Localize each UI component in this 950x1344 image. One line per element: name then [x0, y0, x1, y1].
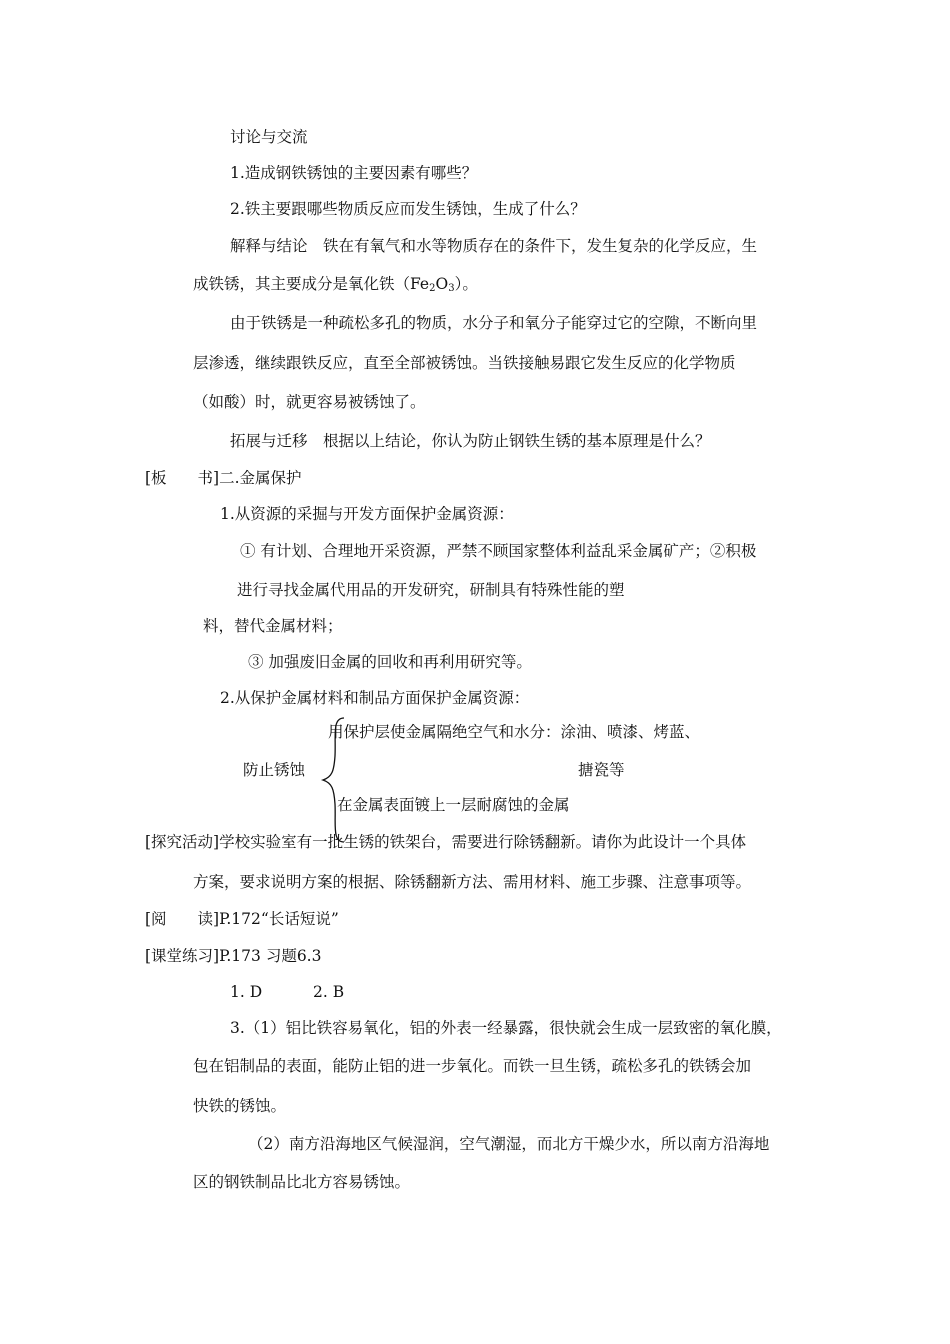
explanation-text: ）。 — [454, 275, 478, 293]
exercise-answer-1: 1. D — [230, 983, 263, 1001]
subscript: 3 — [448, 283, 455, 294]
inquiry-line-1: [探究活动]学校实验室有一批生锈的铁架台，需要进行除锈翻新。请你为此设计一个具体 — [145, 833, 747, 851]
explanation-text: 成铁锈，其主要成分是氧化铁（Fe — [193, 275, 430, 293]
porous-line-3: （如酸）时，就更容易被锈蚀了。 — [193, 393, 426, 411]
explanation-line-1: 解释与结论 铁在有氧气和水等物质存在的条件下，发生复杂的化学反应，生 — [230, 237, 758, 255]
rust-prevention-branch-2: 在金属表面镀上一层耐腐蚀的金属 — [337, 796, 570, 814]
discussion-question-2: 2.铁主要跟哪些物质反应而发生锈蚀，生成了什么？ — [230, 200, 586, 218]
board-item-2: 2.从保护金属材料和制品方面保护金属资源： — [220, 689, 530, 707]
porous-line-1: 由于铁锈是一种疏松多孔的物质，水分子和氧分子能穿过它的空隙，不断向里 — [230, 314, 758, 332]
exercise-answer-3-line-2: 包在铝制品的表面，能防止铝的进一步氧化。而铁一旦生锈，疏松多孔的铁锈会加 — [193, 1057, 752, 1075]
discussion-question-1: 1.造成钢铁锈蚀的主要因素有哪些？ — [230, 164, 478, 182]
porous-line-2: 层渗透，继续跟铁反应，直至全部被锈蚀。当铁接触易跟它发生反应的化学物质 — [193, 354, 736, 372]
discussion-heading: 讨论与交流 — [230, 128, 308, 146]
board-item-1-line-2: 进行寻找金属代用品的开发研究，研制具有特殊性能的塑 — [237, 581, 625, 599]
exercise-answer-2: 2. B — [313, 983, 345, 1001]
board-item-1-line-4: ③ 加强废旧金属的回收和再利用研究等。 — [248, 653, 532, 671]
exercise-answer-3-part-2-line-2: 区的钢铁制品比北方容易锈蚀。 — [193, 1173, 411, 1191]
exercise-answer-3-line-3: 快铁的锈蚀。 — [193, 1097, 287, 1115]
inquiry-line-2: 方案，要求说明方案的根据、除锈翻新方法、需用材料、施工步骤、注意事项等。 — [193, 873, 752, 891]
exercise-label: [课堂练习]P.173 习题6.3 — [145, 947, 322, 965]
subscript: 2 — [429, 283, 436, 294]
exercise-answer-3-line-1: 3.（1）铝比铁容易氧化，铝的外表一经暴露，很快就会生成一层致密的氧化膜， — [230, 1019, 782, 1037]
exercise-answer-3-part-2-line-1: （2）南方沿海地区气候湿润，空气潮湿，而北方干燥少水，所以南方沿海地 — [248, 1135, 770, 1153]
board-item-1-line-3: 料，替代金属材料； — [203, 617, 343, 635]
rust-prevention-branch-1-continued: 搪瓷等 — [578, 761, 625, 779]
rust-prevention-branch-1: 用保护层使金属隔绝空气和水分：涂油、喷漆、烤蓝、 — [328, 723, 701, 741]
rust-prevention-label: 防止锈蚀 — [243, 761, 306, 779]
explanation-text: O — [435, 275, 449, 293]
extension-line: 拓展与迁移 根据以上结论，你认为防止钢铁生锈的基本原理是什么？ — [230, 432, 711, 450]
board-label: [板 书]二.金属保护 — [145, 469, 302, 487]
board-item-1-line-1: ① 有计划、合理地开采资源，严禁不顾国家整体利益乱采金属矿产；②积极 — [240, 542, 757, 560]
reading-line: [阅 读]P.172“长话短说” — [145, 910, 339, 928]
board-item-1: 1.从资源的采掘与开发方面保护金属资源： — [220, 505, 514, 523]
explanation-line-2 — [193, 274, 478, 299]
